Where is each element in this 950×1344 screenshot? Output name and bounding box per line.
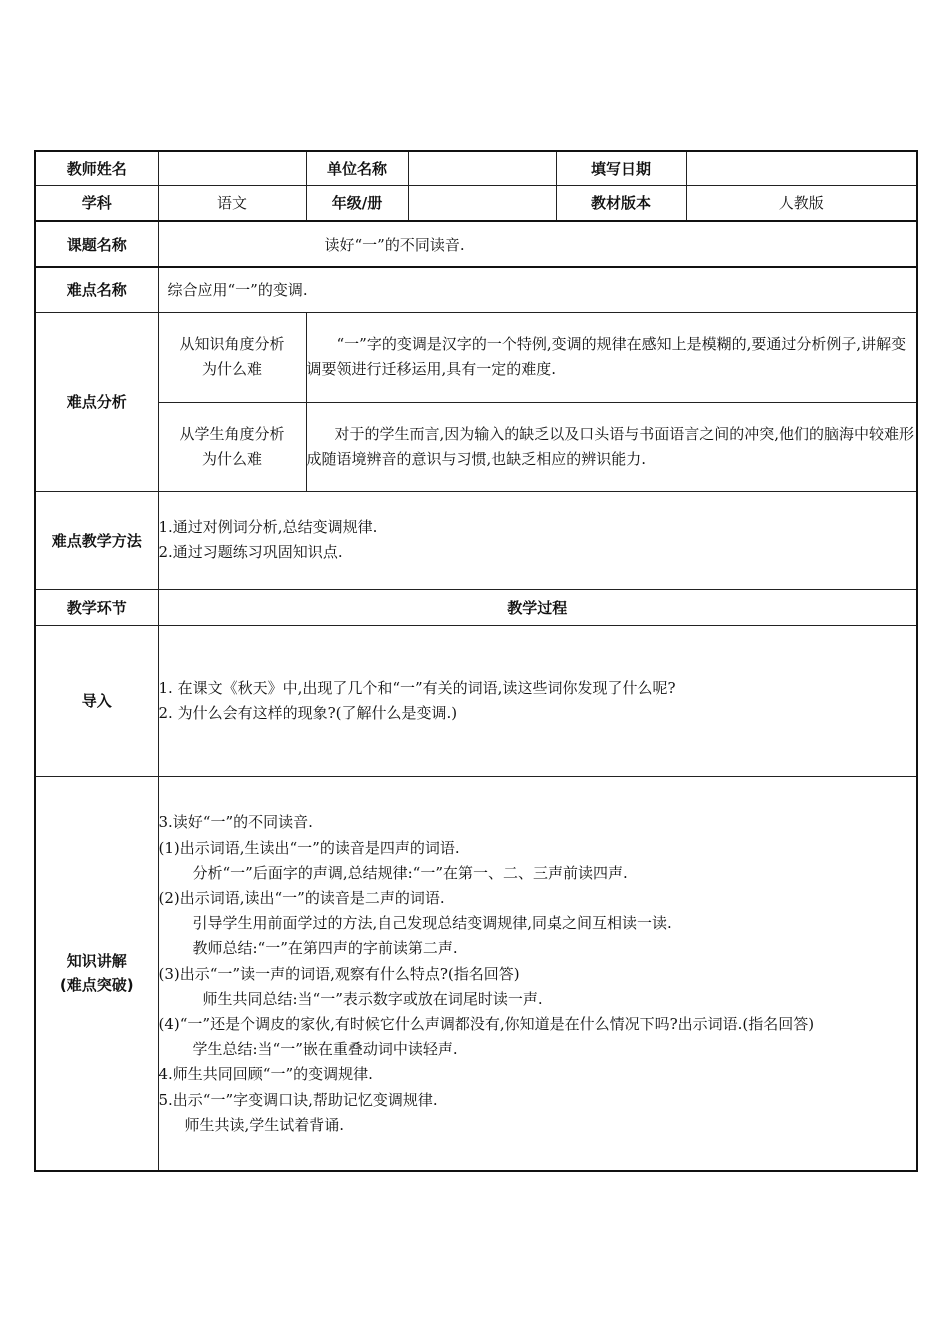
intro-label: 导入 xyxy=(35,625,158,776)
unit-label: 单位名称 xyxy=(306,151,408,185)
row-teacher-info xyxy=(35,151,917,185)
knowledge-line-1: 3.读好“一”的不同读音. xyxy=(158,813,313,832)
process-header: 教学过程 xyxy=(158,589,917,625)
intro-text[interactable] xyxy=(158,625,917,776)
row-analysis-student xyxy=(35,402,917,491)
subject-value[interactable]: 语文 xyxy=(158,185,306,221)
topic-value-cell[interactable] xyxy=(158,221,917,267)
row-topic xyxy=(35,221,917,267)
knowledge-text[interactable] xyxy=(158,776,917,1171)
date-value[interactable] xyxy=(686,151,917,185)
knowledge-angle-text[interactable]: “一”字的变调是汉字的一个特例,变调的规律在感知上是模糊的,要通过分析例子,讲解变调要领进行迁移运用,具有一定的难度. xyxy=(306,312,917,402)
analysis-label: 难点分析 xyxy=(35,312,158,491)
knowledge-line-9: (4)“一”还是个调皮的家伙,有时候它什么声调都没有,你知道是在什么情况下吗?出示词语.(指名回答) xyxy=(158,1015,815,1034)
knowledge-label xyxy=(35,776,158,1171)
row-subject-info xyxy=(35,185,917,221)
difficulty-value: 综合应用“一”的变调. xyxy=(167,281,308,300)
student-angle-line-1: 从学生角度分析 xyxy=(179,424,285,443)
knowledge-line-3: 分析“一”后面字的声调,总结规律:“一”在第一、二、三声前读四声. xyxy=(192,863,628,882)
row-intro xyxy=(35,625,917,776)
unit-value[interactable] xyxy=(408,151,556,185)
knowledge-angle-label xyxy=(158,312,306,402)
edition-label: 教材版本 xyxy=(556,185,686,221)
knowledge-line-12: 5.出示“一”字变调口诀,帮助记忆变调规律. xyxy=(158,1090,438,1109)
method-line-1: 1.通过对例词分析,总结变调规律. xyxy=(158,518,378,536)
teacher-name-value[interactable] xyxy=(158,151,306,185)
method-label: 难点教学方法 xyxy=(35,491,158,589)
intro-line-1: 1. 在课文《秋天》中,出现了几个和“一”有关的词语,读这些词你发现了什么呢? xyxy=(158,678,676,697)
difficulty-value-cell[interactable] xyxy=(158,267,917,312)
subject-label: 学科 xyxy=(35,185,158,221)
knowledge-label-line-1: 知识讲解 xyxy=(66,952,127,971)
knowledge-line-4: (2)出示词语,读出“一”的读音是二声的词语. xyxy=(158,889,445,908)
grade-label: 年级/册 xyxy=(306,185,408,221)
knowledge-line-8: 师生共同总结:当“一”表示数字或放在词尾时读一声. xyxy=(202,989,543,1008)
knowledge-line-10: 学生总结:当“一”嵌在重叠动词中读轻声. xyxy=(192,1040,458,1059)
knowledge-line-11: 4.师生共同回顾“一”的变调规律. xyxy=(158,1065,373,1084)
knowledge-line-5: 引导学生用前面学过的方法,自己发现总结变调规律,同桌之间互相读一读. xyxy=(192,914,672,933)
topic-label: 课题名称 xyxy=(35,221,158,267)
knowledge-label-line-2: (难点突破) xyxy=(59,976,134,995)
method-text[interactable] xyxy=(158,491,917,589)
knowledge-line-6: 教师总结:“一”在第四声的字前读第二声. xyxy=(192,939,458,958)
lesson-plan-table xyxy=(34,150,918,1172)
knowledge-line-7: (3)出示“一”读一声的词语,观察有什么特点?(指名回答) xyxy=(158,964,520,983)
row-analysis-knowledge xyxy=(35,312,917,402)
difficulty-label: 难点名称 xyxy=(35,267,158,312)
knowledge-angle-line-2: 为什么难 xyxy=(201,360,262,378)
intro-line-2: 2. 为什么会有这样的现象?(了解什么是变调.) xyxy=(158,703,458,722)
row-difficulty xyxy=(35,267,917,312)
student-angle-label xyxy=(158,402,306,491)
student-angle-text[interactable]: 对于的学生而言,因为输入的缺乏以及口头语与书面语言之间的冲突,他们的脑海中较难形成随语境辨音的意识与习惯,也缺乏相应的辨识能力. xyxy=(306,402,917,491)
grade-value[interactable] xyxy=(408,185,556,221)
knowledge-line-2: (1)出示词语,生读出“一”的读音是四声的词语. xyxy=(158,838,460,857)
edition-value[interactable]: 人教版 xyxy=(686,185,917,221)
stage-header: 教学环节 xyxy=(35,589,158,625)
knowledge-angle-line-1: 从知识角度分析 xyxy=(179,335,285,353)
teacher-name-label: 教师姓名 xyxy=(35,151,158,185)
date-label: 填写日期 xyxy=(556,151,686,185)
topic-value: 读好“一”的不同读音. xyxy=(324,235,465,254)
method-line-2: 2.通过习题练习巩固知识点. xyxy=(158,543,343,561)
student-angle-line-2: 为什么难 xyxy=(201,449,262,468)
row-method xyxy=(35,491,917,589)
knowledge-line-13: 师生共读,学生试着背诵. xyxy=(184,1115,345,1134)
row-knowledge xyxy=(35,776,917,1171)
row-process-header xyxy=(35,589,917,625)
